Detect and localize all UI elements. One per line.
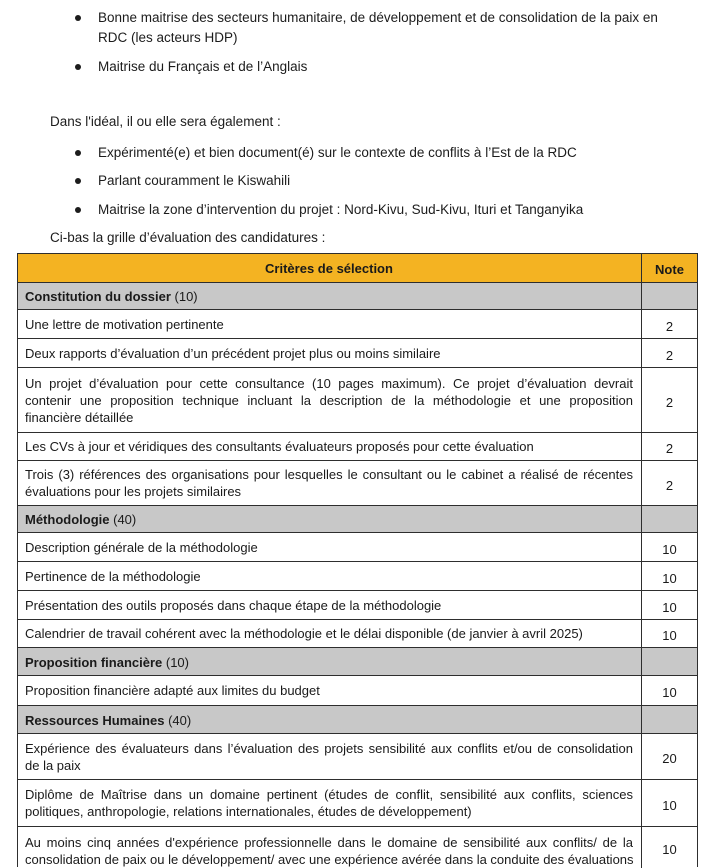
note-cell bbox=[641, 368, 697, 432]
criterion-text: Un projet d’évaluation pour cette consultance (10 pages maximum). Ce projet d’évaluation devrait bbox=[25, 375, 633, 391]
note-value: 10 bbox=[662, 842, 677, 857]
section-title: Proposition financière bbox=[25, 654, 163, 670]
criterion-text: financière détaillée bbox=[25, 409, 134, 425]
criterion-row bbox=[18, 461, 697, 506]
note-value: 10 bbox=[662, 685, 677, 700]
criterion-text: Au moins cinq années d'expérience professionnelle dans le domaine de sensibilité aux conflits/ de la bbox=[25, 835, 633, 850]
criterion-text: de la paix bbox=[25, 757, 81, 773]
criterion-text: Diplôme de Maîtrise dans un domaine pertinent (études de conflit, sensibilité aux conflits, sciences bbox=[25, 787, 633, 802]
header-criteria-label: Critères de sélection bbox=[265, 260, 393, 276]
note-value: 2 bbox=[665, 441, 674, 456]
note-cell bbox=[641, 533, 697, 561]
note-value: 2 bbox=[665, 477, 674, 493]
criterion-cell bbox=[18, 676, 641, 705]
criterion-cell bbox=[18, 461, 641, 505]
criterion-text: Deux rapports d’évaluation d’un précédent projet plus ou moins similaire bbox=[25, 345, 441, 361]
criterion-row bbox=[18, 339, 697, 368]
criterion-row bbox=[18, 734, 697, 780]
header-criteria-cell bbox=[18, 254, 641, 282]
note-cell bbox=[641, 506, 697, 532]
header-note-cell bbox=[641, 254, 697, 282]
note-value: 2 bbox=[665, 394, 674, 410]
criterion-text: Trois (3) références des organisations pour lesquelles le consultant ou le cabinet a réalisé de récentes bbox=[25, 467, 633, 482]
criterion-text: évaluations pour les projets similaires bbox=[25, 484, 242, 499]
section-row-constitution-du-dossier bbox=[18, 283, 697, 310]
criterion-cell bbox=[18, 827, 641, 868]
section-heading bbox=[25, 511, 633, 528]
criterion-text: Proposition financière adapté aux limites du budget bbox=[25, 683, 320, 698]
note-cell bbox=[641, 620, 697, 647]
note-cell bbox=[641, 461, 697, 505]
requirement-text: Maitrise du Français et de l’Anglais bbox=[98, 59, 308, 74]
criterion-text: contenir une proposition technique incluant la description de la méthodologie et une proposition bbox=[25, 392, 633, 408]
criterion-row bbox=[18, 676, 697, 706]
criterion-cell bbox=[18, 533, 641, 561]
table-header-row bbox=[18, 254, 697, 283]
criterion-cell bbox=[18, 734, 641, 779]
criterion-text: Une lettre de motivation pertinente bbox=[25, 316, 224, 332]
note-value: 10 bbox=[662, 628, 677, 643]
requirement-text: Bonne maitrise des secteurs humanitaire, de développement et de consolidation de la paix en bbox=[98, 10, 658, 25]
criterion-cell bbox=[18, 433, 641, 460]
note-cell bbox=[641, 676, 697, 705]
section-title: Méthodologie bbox=[25, 512, 110, 527]
section-row-ressources-humaines bbox=[18, 706, 697, 734]
section-points: (40) bbox=[113, 512, 137, 527]
section-heading bbox=[25, 712, 633, 729]
bullet-icon bbox=[75, 207, 81, 213]
section-points: (10) bbox=[174, 289, 198, 304]
bullet-icon bbox=[75, 150, 81, 156]
ideal-item: Expérimenté(e) et bien document(é) sur le contexte de conflits à l’Est de la RDC bbox=[98, 145, 577, 160]
note-cell bbox=[641, 734, 697, 779]
criterion-text: Expérience des évaluateurs dans l’évaluation des projets sensibilité aux conflits et/ou de consolidation bbox=[25, 740, 633, 756]
ideal-item: Maitrise la zone d’intervention du projet : Nord-Kivu, Sud-Kivu, Ituri et Tanganyika bbox=[98, 202, 584, 217]
criterion-text: consolidation de paix ou le développement/ avec une expérience avérée dans la conduite des évaluations bbox=[25, 852, 634, 867]
note-cell bbox=[641, 562, 697, 590]
criterion-row bbox=[18, 368, 697, 433]
section-cell bbox=[18, 506, 641, 532]
note-cell bbox=[641, 283, 697, 309]
criterion-row bbox=[18, 533, 697, 562]
criterion-row bbox=[18, 780, 697, 827]
criterion-text: Description générale de la méthodologie bbox=[25, 539, 258, 555]
criterion-cell bbox=[18, 310, 641, 338]
criterion-cell bbox=[18, 591, 641, 619]
section-cell bbox=[18, 648, 641, 675]
criterion-text: politiques, anthropologie, relations internationales, études de développement) bbox=[25, 804, 472, 819]
criterion-row bbox=[18, 620, 697, 648]
criterion-row bbox=[18, 562, 697, 591]
requirement-text: RDC (les acteurs HDP) bbox=[98, 30, 238, 45]
note-value: 10 bbox=[662, 541, 677, 557]
section-cell bbox=[18, 706, 641, 733]
criterion-cell bbox=[18, 562, 641, 590]
criterion-cell bbox=[18, 368, 641, 432]
note-cell bbox=[641, 591, 697, 619]
criterion-text: Calendrier de travail cohérent avec la méthodologie et le délai disponible (de janvier à avril 2025) bbox=[25, 626, 583, 641]
criterion-row bbox=[18, 310, 697, 339]
note-value: 10 bbox=[662, 797, 677, 813]
criterion-row bbox=[18, 433, 697, 461]
bullet-icon bbox=[75, 178, 81, 184]
section-title: Ressources Humaines bbox=[25, 712, 165, 728]
note-value: 10 bbox=[662, 570, 677, 586]
evaluation-grid-table bbox=[17, 253, 698, 867]
ideal-intro: Dans l'idéal, il ou elle sera également : bbox=[50, 114, 281, 129]
note-value: 20 bbox=[662, 751, 677, 766]
note-value: 10 bbox=[662, 599, 677, 615]
criterion-cell bbox=[18, 620, 641, 647]
section-row-methodologie bbox=[18, 506, 697, 533]
section-heading bbox=[25, 654, 633, 671]
criterion-row bbox=[18, 827, 697, 867]
criterion-row bbox=[18, 591, 697, 620]
note-value: 2 bbox=[665, 318, 674, 334]
section-row-proposition-financiere bbox=[18, 648, 697, 676]
grid-intro: Ci-bas la grille d’évaluation des candidatures : bbox=[50, 230, 326, 245]
note-cell bbox=[641, 339, 697, 367]
note-cell bbox=[641, 780, 697, 826]
criterion-text: Pertinence de la méthodologie bbox=[25, 568, 201, 584]
criterion-cell bbox=[18, 339, 641, 367]
header-note-label: Note bbox=[655, 261, 684, 277]
note-cell bbox=[641, 648, 697, 675]
bullet-icon bbox=[75, 64, 81, 70]
criterion-cell bbox=[18, 780, 641, 826]
note-cell bbox=[641, 827, 697, 868]
section-points: (10) bbox=[165, 654, 189, 670]
criterion-text: Présentation des outils proposés dans chaque étape de la méthodologie bbox=[25, 597, 442, 613]
section-cell bbox=[18, 283, 641, 309]
note-cell bbox=[641, 310, 697, 338]
note-value: 2 bbox=[665, 347, 674, 363]
note-cell bbox=[641, 433, 697, 460]
note-cell bbox=[641, 706, 697, 733]
criterion-text: Les CVs à jour et véridiques des consultants évaluateurs proposés pour cette évaluation bbox=[25, 439, 534, 454]
requirement-item bbox=[98, 57, 307, 77]
ideal-item: Parlant couramment le Kiswahili bbox=[98, 173, 291, 188]
requirement-item bbox=[98, 8, 658, 48]
bullet-icon bbox=[75, 15, 81, 21]
section-title: Constitution du dossier bbox=[25, 289, 171, 304]
section-points: (40) bbox=[168, 712, 192, 728]
section-heading bbox=[25, 288, 633, 305]
